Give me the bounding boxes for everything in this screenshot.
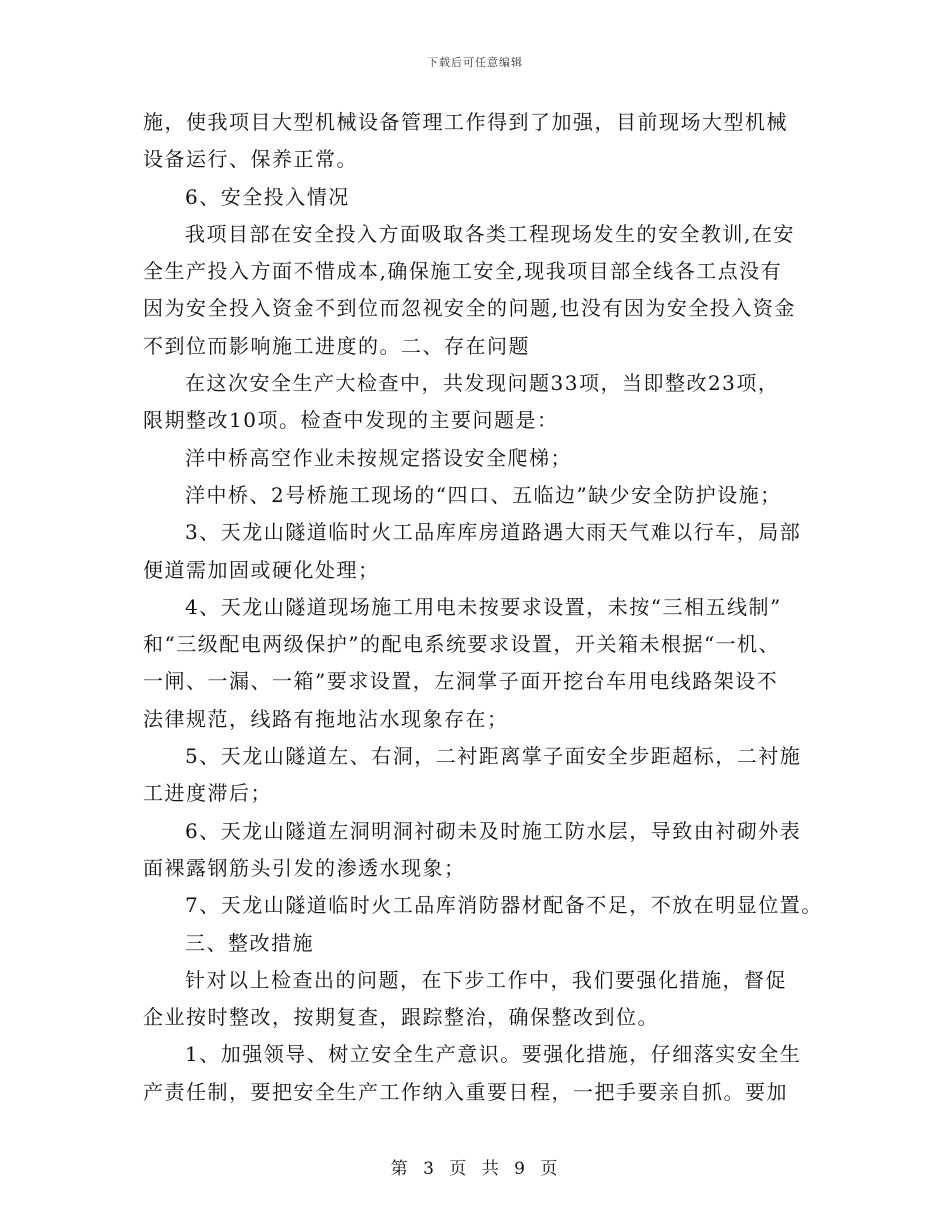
paragraph-start: 针对以上检查出的问题，在下步工作中，我们要强化措施，督促	[185, 967, 787, 992]
total-pages: 9	[514, 1159, 527, 1179]
text-line: 一闸、一漏、一箱”要求设置，左洞掌子面开挖台车用电线路架设不	[143, 669, 779, 694]
list-item: 5、天龙山隧道左、右洞，二衬距离掌子面安全步距超标，二衬施	[185, 744, 802, 769]
list-item: 4、天龙山隧道现场施工用电未按要求设置，未按“三相五线制”	[185, 594, 782, 619]
text-line: 全生产投入方面不惜成本,确保施工安全,现我项目部全线各工点没有	[143, 259, 783, 284]
page-number: 3	[423, 1159, 436, 1179]
list-item: 1、加强领导、树立安全生产意识。要强化措施，仔细落实安全生	[185, 1042, 802, 1067]
list-item: 洋中桥高空作业未按规定搭设安全爬梯；	[185, 445, 572, 470]
text-line: 因为安全投入资金不到位而忽视安全的问题,也没有因为安全投入资金	[143, 296, 796, 321]
text-line: 面裸露钢筋头引发的渗透水现象；	[143, 855, 466, 880]
page-header: 下载后可任意编辑	[427, 56, 523, 69]
text-line: 和“三级配电两级保护”的配电系统要求设置，开关箱未根据“一机、	[143, 632, 781, 657]
section-heading: 三、整改措施	[185, 930, 314, 955]
list-item: 7、天龙山隧道临时火工品库消防器材配备不足，不放在明显位置。	[185, 893, 823, 918]
text-line: 便道需加固或硬化处理；	[143, 557, 380, 582]
text-line: 不到位而影响施工进度的。二、存在问题	[143, 333, 530, 358]
text-line: 工进度滞后；	[143, 781, 272, 806]
section-heading: 6、安全投入情况	[185, 184, 350, 209]
text-line: 施，使我项目大型机械设备管理工作得到了加强，目前现场大型机械	[143, 110, 788, 134]
footer-suffix: 页	[540, 1159, 560, 1179]
list-item: 6、天龙山隧道左洞明洞衬砌未及时施工防水层，导致由衬砌外表	[185, 818, 802, 843]
list-item: 3、天龙山隧道临时火工品库库房道路遇大雨天气难以行车，局部	[185, 520, 802, 545]
footer-total-label: 共	[481, 1159, 501, 1179]
document-body	[143, 104, 833, 1111]
paragraph-start: 我项目部在安全投入方面吸取各类工程现场发生的安全教训,在安	[185, 221, 795, 246]
paragraph-start: 在这次安全生产大检查中，共发现问题33项，当即整改23项，	[185, 371, 780, 396]
footer-prefix: 第	[390, 1159, 410, 1179]
footer-page-label: 页	[449, 1159, 469, 1179]
page-footer	[0, 1154, 950, 1179]
text-line: 法律规范，线路有拖地沾水现象存在；	[143, 706, 509, 731]
list-item: 洋中桥、2号桥施工现场的“四口、五临边”缺少安全防护设施；	[185, 482, 782, 507]
text-line: 企业按时整改，按期复查，跟踪整治，确保整改到位。	[143, 1005, 659, 1030]
text-line: 设备运行、保养正常。	[143, 147, 358, 172]
text-line: 限期整改10项。检查中发现的主要问题是：	[143, 408, 559, 433]
text-line: 产责任制，要把安全生产工作纳入重要日程，一把手要亲自抓。要加	[143, 1079, 788, 1104]
